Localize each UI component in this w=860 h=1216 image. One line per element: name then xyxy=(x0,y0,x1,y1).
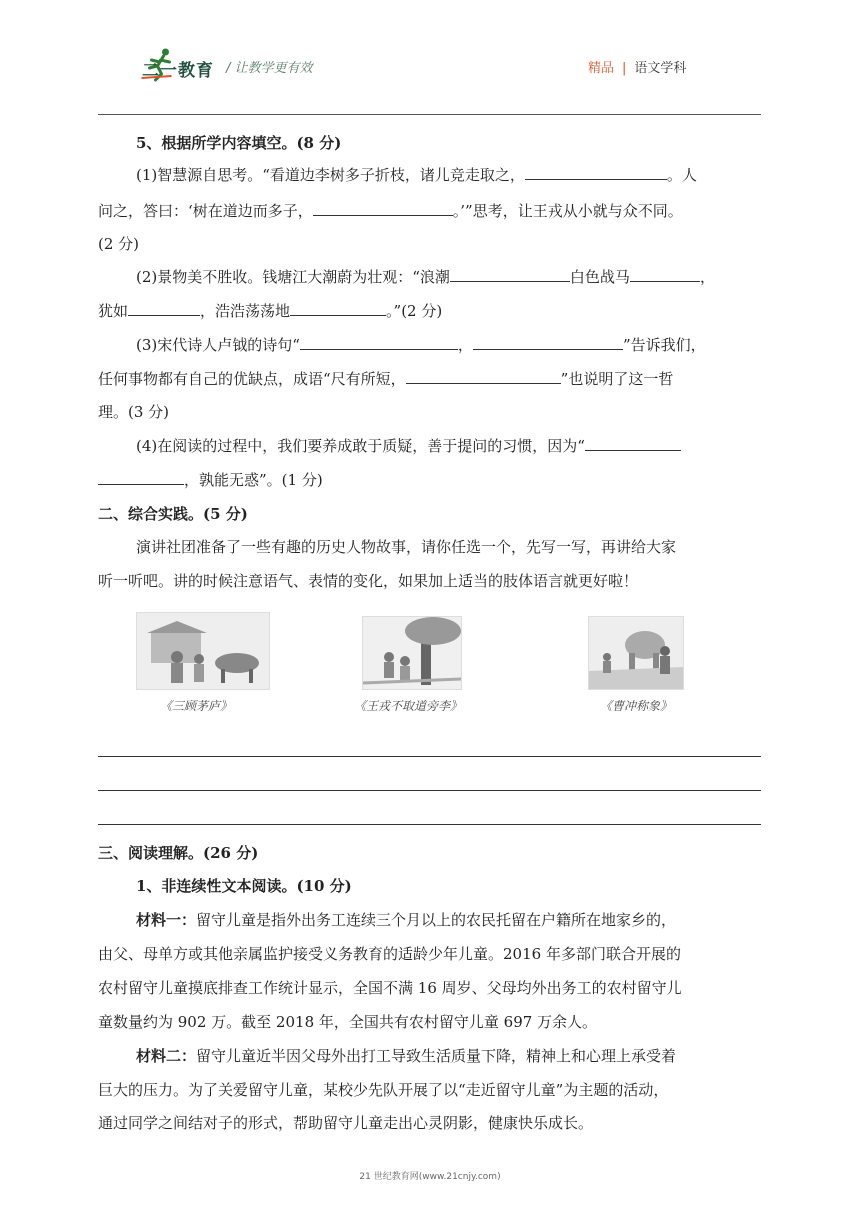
section2-text-line1: 演讲社团准备了一些有趣的历史人物故事，请你任选一个，先写一写，再讲给大家 xyxy=(136,538,677,556)
q5-p3-line3: 理。(3 分) xyxy=(98,403,170,421)
answer-blank[interactable] xyxy=(290,301,386,316)
writing-line[interactable] xyxy=(98,790,761,791)
header-separator: | xyxy=(622,61,627,76)
material1-line1: 材料一：留守儿童是指外出务工连续三个月以上的农民托留在户籍所在地家乡的， xyxy=(136,911,677,929)
section2-text-line2: 听一听吧。讲的时候注意语气、表情的变化，如果加上适当的肢体语言就更好啦！ xyxy=(98,572,639,590)
q5-p1-line1: (1)智慧源自思考。“看道边李树多子折枝，诸儿竞走取之， 。人 xyxy=(136,166,697,184)
brand-name: 二一教育 xyxy=(142,61,214,81)
header-subject xyxy=(588,57,686,76)
q5-p1-line3: (2 分) xyxy=(98,235,140,253)
writing-line[interactable] xyxy=(98,824,761,825)
material1-line2: 由父、母单方或其他亲属监护接受义务教育的适龄少年儿童。2016 年多部门联合开展的 xyxy=(98,945,681,963)
q5-p3-line1: (3)宋代诗人卢钺的诗句“ ， ”告诉我们， xyxy=(136,336,706,354)
section3-sub1: 1、非连续性文本阅读。(10 分) xyxy=(136,877,352,895)
header-divider xyxy=(98,114,761,115)
story-illustration-icon xyxy=(136,612,270,690)
answer-blank[interactable] xyxy=(450,267,570,282)
answer-blank[interactable] xyxy=(525,165,667,180)
material1-line3: 农村留守儿童摸底排查工作统计显示，全国不满 16 周岁、父母均外出务工的农村留守儿 xyxy=(98,979,682,997)
q5-p4-line1: (4)在阅读的过程中，我们要养成敢于质疑，善于提问的习惯，因为“ xyxy=(136,436,681,456)
brand-slogan: / 让教学更有效 xyxy=(226,61,313,76)
answer-blank[interactable] xyxy=(406,369,561,384)
writing-line[interactable] xyxy=(98,756,761,757)
section2-title: 二、综合实践。(5 分) xyxy=(98,505,248,523)
picture-caption: 《三顾茅庐》 xyxy=(160,699,233,713)
answer-blank[interactable] xyxy=(128,301,200,316)
answer-blank[interactable] xyxy=(300,335,458,350)
answer-blank[interactable] xyxy=(98,470,184,485)
subject-label: 语文学科 xyxy=(634,61,687,76)
q5-p1-line2: 问之，答曰：‘树在道边而多子， 。’”思考，让王戎从小就与众不同。 xyxy=(98,202,683,220)
q5-p4-line2: ，孰能无惑”。(1 分) xyxy=(98,470,323,490)
section3-title: 三、阅读理解。(26 分) xyxy=(98,844,259,862)
answer-blank[interactable] xyxy=(313,201,453,216)
q5-p2-line2: 犹如 ，浩浩荡荡地 。”(2 分) xyxy=(98,302,443,320)
story-illustration-icon xyxy=(362,616,462,690)
picture-caption: 《曹冲称象》 xyxy=(600,699,673,713)
q5-p3-line2: 任何事物都有自己的优缺点，成语“尺有所短， ”也说明了这一哲 xyxy=(98,370,674,388)
quality-label: 精品 xyxy=(588,61,615,76)
page-footer: 21 世纪教育网(www.21cnjy.com) xyxy=(359,1172,501,1182)
q5-title: 5、根据所学内容填空。(8 分) xyxy=(136,134,342,152)
material1-line4: 童数量约为 902 万。截至 2018 年，全国共有农村留守儿童 697 万余人。 xyxy=(98,1013,598,1031)
material2-line3: 通过同学之间结对子的形式，帮助留守儿童走出心灵阴影，健康快乐成长。 xyxy=(98,1114,594,1132)
picture-caption: 《王戎不取道旁李》 xyxy=(354,699,463,713)
answer-blank[interactable] xyxy=(473,335,623,350)
q5-p2-line1: (2)景物美不胜收。钱塘江大潮蔚为壮观：“浪潮 白色战马 ， xyxy=(136,268,715,286)
material2-line1: 材料二：留守儿童近半因父母外出打工导致生活质量下降，精神上和心理上承受着 xyxy=(136,1047,677,1065)
answer-blank[interactable] xyxy=(630,267,700,282)
answer-blank[interactable] xyxy=(585,436,681,451)
material2-line2: 巨大的压力。为了关爱留守儿童，某校少先队开展了以“走近留守儿童”为主题的活动， xyxy=(98,1081,669,1099)
story-illustration-icon xyxy=(588,616,684,690)
